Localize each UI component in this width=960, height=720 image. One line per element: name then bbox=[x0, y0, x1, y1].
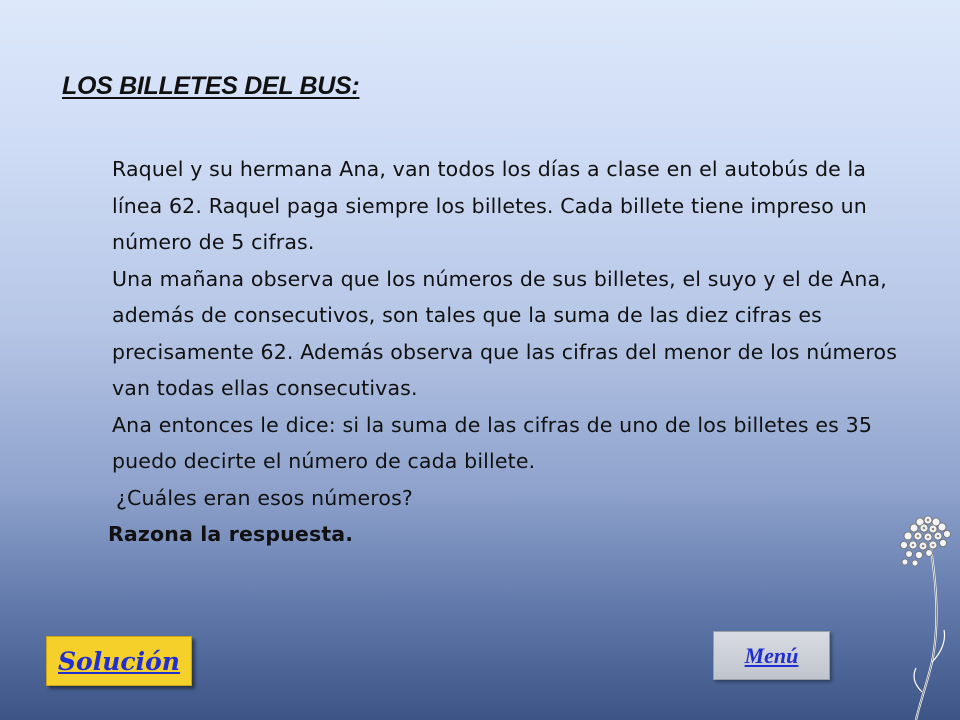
menu-button[interactable] bbox=[713, 631, 830, 680]
slide-title: LOS BILLETES DEL BUS: bbox=[62, 72, 360, 100]
dandelion-flower-icon bbox=[886, 512, 960, 720]
instruction: Razona la respuesta. bbox=[108, 522, 354, 546]
paragraph-3: Ana entonces le dice: si la suma de las cifras de uno de los billetes es 35 puedo decirte el número de cada billete. bbox=[112, 412, 873, 473]
problem-text bbox=[62, 151, 912, 553]
paragraph-2: Una mañana observa que los números de sus billetes, el suyo y el de Ana, además de consecutivos, son tales que la suma de las diez cifras es precisamente 62. Además observa que las cifras del menor de los números van todas ellas consecutivas. bbox=[112, 266, 898, 400]
question: ¿Cuáles eran esos números? bbox=[116, 485, 413, 510]
paragraph-1: Raquel y su hermana Ana, van todos los días a clase en el autobús de la línea 62. Raquel paga siempre los billetes. Cada billete tiene impreso un número de 5 cifras. bbox=[112, 157, 867, 254]
solution-button[interactable] bbox=[46, 636, 192, 686]
solution-button-label: Solución bbox=[58, 646, 180, 676]
menu-button-label: Menú bbox=[744, 642, 799, 668]
